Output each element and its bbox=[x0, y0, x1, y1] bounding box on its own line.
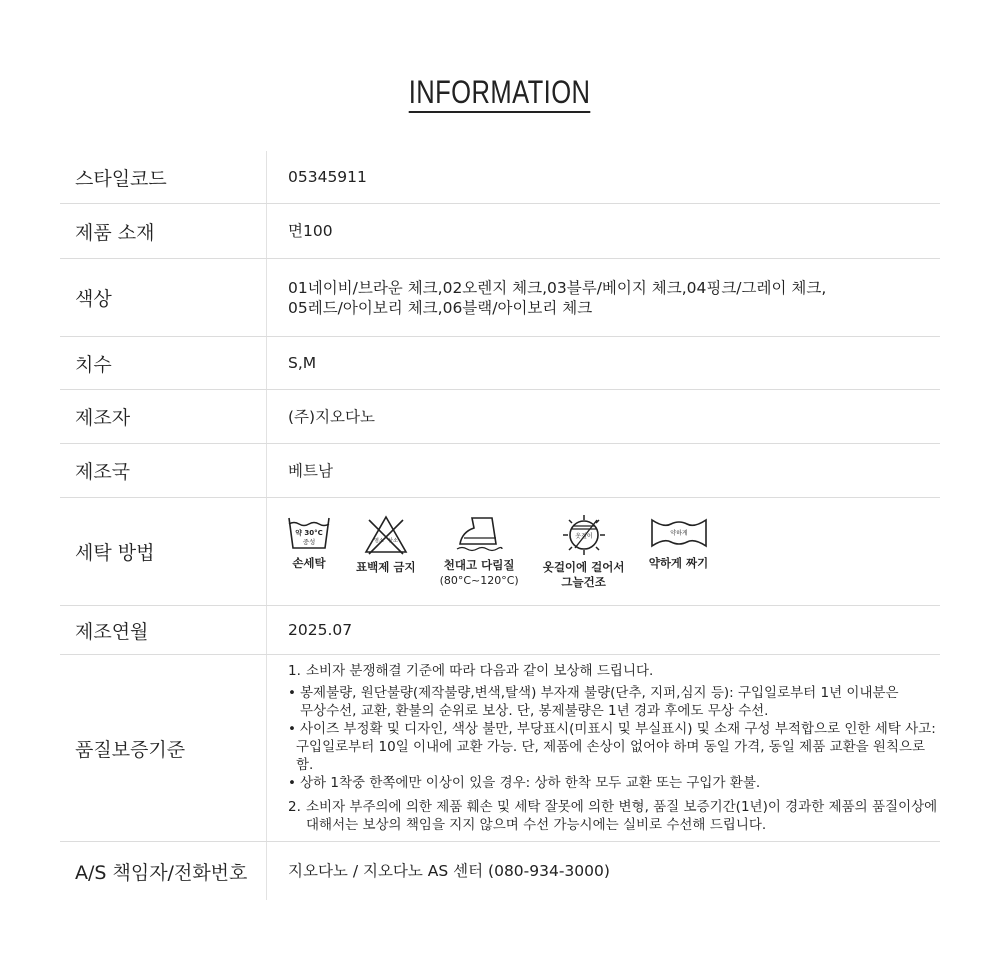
row-value bbox=[267, 498, 940, 605]
quality-bullet: • 상하 1착중 한쪽에만 이상이 있을 경우: 상하 한착 모두 교환 또는 구입가 환불. bbox=[288, 775, 761, 791]
row-label: 색상 bbox=[60, 259, 267, 336]
hand-wash-icon bbox=[286, 514, 332, 552]
row-quality bbox=[60, 655, 940, 842]
quality-bullets bbox=[288, 684, 940, 792]
svg-text:약하게: 약하게 bbox=[669, 529, 688, 537]
row-label: 제조국 bbox=[60, 444, 267, 497]
svg-text:염소: 염소 bbox=[373, 537, 384, 544]
quality-item-2-cont: 대해서는 보상의 책임을 지지 않으며 수선 가능시에는 실비로 수선해 드립니다. bbox=[306, 817, 767, 833]
iron-icon bbox=[454, 514, 504, 554]
color-line-1: 01네이비/브라운 체크,02오렌지 체크,03블루/베이지 체크,04핑크/그레이 체크, bbox=[288, 278, 827, 297]
quality-bullet-cont: 무상수선, 교환, 환불의 순위로 보상. 단, 봉제불량은 1년 경과 후에도 무상 수선. bbox=[300, 703, 769, 719]
row-value: 05345911 bbox=[288, 168, 367, 186]
care-label: 손세탁 bbox=[292, 555, 326, 570]
row-material bbox=[60, 204, 940, 259]
gentle-wring-icon bbox=[649, 514, 709, 552]
row-value bbox=[267, 655, 940, 841]
row-date bbox=[60, 606, 940, 655]
care-hand-wash bbox=[286, 514, 332, 571]
care-label: 표백제 금지 bbox=[356, 559, 416, 574]
row-value bbox=[267, 259, 940, 336]
care-label: 약하게 짜기 bbox=[648, 555, 709, 570]
row-style-code bbox=[60, 151, 940, 204]
care-gentle-wring bbox=[649, 514, 709, 571]
row-value: S,M bbox=[288, 354, 317, 372]
row-value: 베트남 bbox=[288, 461, 333, 480]
row-label: 제품 소재 bbox=[60, 204, 267, 258]
care-no-bleach bbox=[356, 514, 416, 575]
care-label: 옷걸이에 걸어서 bbox=[542, 559, 625, 574]
svg-text:약 30°C: 약 30°C bbox=[295, 528, 323, 537]
care-icon-list bbox=[286, 514, 940, 590]
quality-bullet-cont: 구입일로부터 10일 이내에 교환 가능. 단, 제품에 손상이 없어야 하며 동일 가격, 동일 제품 교환을 원칙으로 함. bbox=[296, 739, 926, 773]
row-label: A/S 책임자/전화번호 bbox=[60, 842, 267, 900]
hang-dry-shade-icon bbox=[561, 514, 607, 556]
row-size bbox=[60, 337, 940, 390]
row-washing bbox=[60, 498, 940, 606]
quality-item-1: 1. 소비자 분쟁해결 기준에 따라 다음과 같이 보상해 드립니다. bbox=[288, 663, 654, 679]
row-label: 제조연월 bbox=[60, 606, 267, 654]
quality-item-2: 2. 소비자 부주의에 의한 제품 훼손 및 세탁 잘못에 의한 변형, 품질 보증기간(1년)이 경과한 제품의 품질이상에 bbox=[288, 799, 938, 815]
row-color bbox=[60, 259, 940, 337]
care-iron bbox=[440, 514, 519, 588]
row-label: 세탁 방법 bbox=[60, 498, 267, 605]
information-table bbox=[60, 151, 940, 900]
row-label: 치수 bbox=[60, 337, 267, 389]
care-sub-label: 그늘건조 bbox=[561, 574, 606, 589]
care-sub-label: (80°C~120°C) bbox=[439, 573, 519, 587]
row-country bbox=[60, 444, 940, 498]
row-label: 제조자 bbox=[60, 390, 267, 443]
care-hang-dry bbox=[543, 514, 625, 590]
row-value: 지오다노 / 지오다노 AS 센터 (080-934-3000) bbox=[288, 862, 610, 880]
svg-text:산소: 산소 bbox=[387, 537, 398, 544]
title-wrap bbox=[0, 74, 1000, 113]
care-label: 천대고 다림질 bbox=[443, 557, 515, 572]
svg-text:중성: 중성 bbox=[302, 537, 316, 546]
quality-bullet: • 봉제불량, 원단불량(제작불량,변색,탈색) 부자재 불량(단추, 지퍼,심지 등): 구입일로부터 1년 이내분은 bbox=[288, 685, 899, 701]
row-value: 2025.07 bbox=[288, 621, 353, 639]
row-value: (주)지오다노 bbox=[288, 407, 375, 426]
svg-text:옷걸이: 옷걸이 bbox=[574, 532, 593, 540]
row-label: 품질보증기준 bbox=[60, 655, 267, 841]
row-maker bbox=[60, 390, 940, 444]
quality-bullet: • 사이즈 부정확 및 디자인, 색상 불만, 부당표시(미표시 및 부실표시) 및 소재 구성 부적합으로 인한 세탁 사고: bbox=[288, 721, 936, 737]
row-as bbox=[60, 842, 940, 900]
row-label: 스타일코드 bbox=[60, 151, 267, 203]
page-title: INFORMATION bbox=[409, 74, 591, 113]
color-line-2: 05레드/아이보리 체크,06블랙/아이보리 체크 bbox=[288, 298, 593, 317]
no-bleach-icon bbox=[363, 514, 409, 556]
row-value: 면100 bbox=[288, 222, 333, 240]
